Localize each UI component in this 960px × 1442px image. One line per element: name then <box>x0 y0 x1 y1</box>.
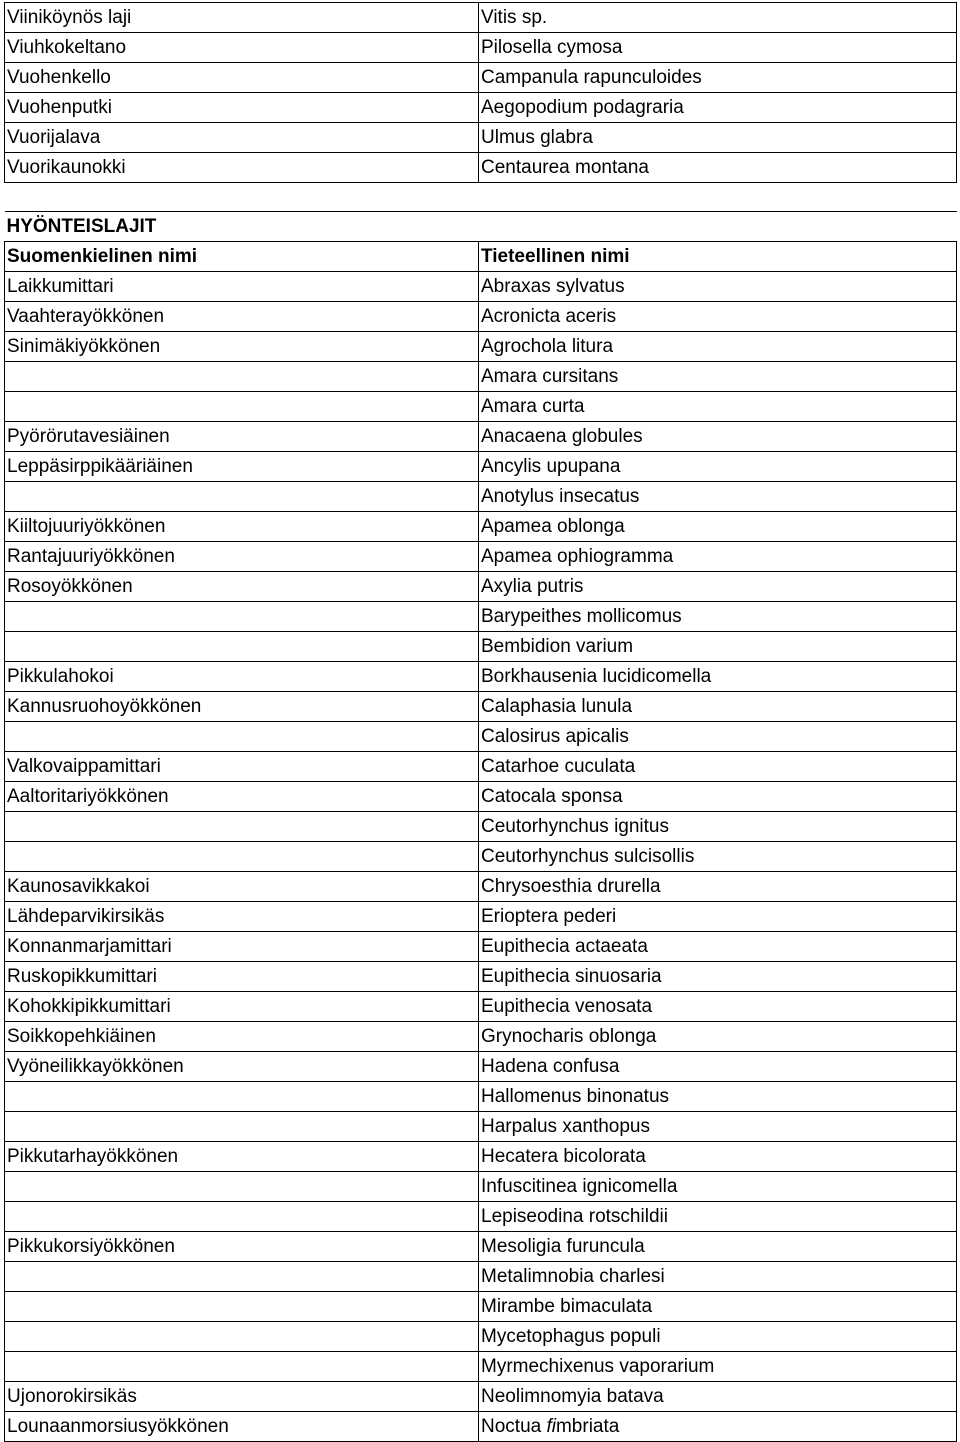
scientific-name-cell: Mesoligia furuncula <box>479 1232 957 1262</box>
scientific-name-cell: Erioptera pederi <box>479 902 957 932</box>
scientific-name-cell: Ceutorhynchus sulcisollis <box>479 842 957 872</box>
insect-row <box>5 272 957 302</box>
finnish-name-cell <box>5 482 479 512</box>
insect-row <box>5 1112 957 1142</box>
finnish-name-cell: Vyöneilikkayökkönen <box>5 1052 479 1082</box>
finnish-name-cell: Viiniköynös laji <box>5 3 479 33</box>
insect-row <box>5 332 957 362</box>
scientific-name-cell: Mycetophagus populi <box>479 1322 957 1352</box>
scientific-name-cell: Pilosella cymosa <box>479 33 957 63</box>
scientific-name-cell: Infuscitinea ignicomella <box>479 1172 957 1202</box>
italic-fi: fi <box>546 1416 556 1438</box>
scientific-name-cell: Tieteellinen nimi <box>479 242 957 272</box>
insect-row <box>5 572 957 602</box>
insect-row <box>5 1382 957 1412</box>
finnish-name-cell: Aaltoritariyökkönen <box>5 782 479 812</box>
finnish-name-cell <box>5 842 479 872</box>
insect-row <box>5 872 957 902</box>
insect-row <box>5 992 957 1022</box>
plant-row <box>5 33 957 63</box>
finnish-name-cell: Soikkopehkiäinen <box>5 1022 479 1052</box>
insect-row <box>5 1142 957 1172</box>
insect-row <box>5 422 957 452</box>
scientific-name-cell: Mirambe bimaculata <box>479 1292 957 1322</box>
finnish-name-cell <box>5 1352 479 1382</box>
scientific-name-cell: Borkhausenia lucidicomella <box>479 662 957 692</box>
scientific-name-cell: Axylia putris <box>479 572 957 602</box>
plant-row <box>5 63 957 93</box>
scientific-name-cell <box>479 212 957 242</box>
insect-row <box>5 812 957 842</box>
plant-row <box>5 123 957 153</box>
finnish-name-cell: Kohokkipikkumittari <box>5 992 479 1022</box>
finnish-name-cell <box>5 362 479 392</box>
finnish-name-cell: Kannusruohoyökkönen <box>5 692 479 722</box>
scientific-name-cell: Myrmechixenus vaporarium <box>479 1352 957 1382</box>
insect-row <box>5 1052 957 1082</box>
insect-row <box>5 1082 957 1112</box>
scientific-name-cell: Agrochola litura <box>479 332 957 362</box>
scientific-name-cell: Neolimnomyia batava <box>479 1382 957 1412</box>
section-title-row <box>5 212 957 242</box>
section-title: HYÖNTEISLAJIT <box>5 212 479 242</box>
insect-row <box>5 1322 957 1352</box>
finnish-name-cell: Vuorijalava <box>5 123 479 153</box>
scientific-name-cell: Metalimnobia charlesi <box>479 1262 957 1292</box>
finnish-name-cell: Laikkumittari <box>5 272 479 302</box>
finnish-name-cell <box>5 1082 479 1112</box>
finnish-name-cell: Rantajuuriyökkönen <box>5 542 479 572</box>
insect-row <box>5 542 957 572</box>
finnish-name-cell: Kaunosavikkakoi <box>5 872 479 902</box>
finnish-name-cell: Vuorikaunokki <box>5 153 479 183</box>
finnish-name-cell: Pyörörutavesiäinen <box>5 422 479 452</box>
insect-row <box>5 302 957 332</box>
finnish-name-cell <box>5 392 479 422</box>
insect-row <box>5 752 957 782</box>
insect-row <box>5 602 957 632</box>
finnish-name-cell: Vaahterayökkönen <box>5 302 479 332</box>
scientific-name-cell: Campanula rapunculoides <box>479 63 957 93</box>
insect-row <box>5 962 957 992</box>
finnish-name-cell <box>5 602 479 632</box>
insect-row <box>5 1172 957 1202</box>
scientific-name-cell: Chrysoesthia drurella <box>479 872 957 902</box>
scientific-name-cell: Bembidion varium <box>479 632 957 662</box>
finnish-name-cell: Viuhkokeltano <box>5 33 479 63</box>
spacer-row <box>5 183 957 212</box>
insect-row <box>5 722 957 752</box>
finnish-name-cell <box>5 812 479 842</box>
finnish-name-cell: Pikkulahokoi <box>5 662 479 692</box>
scientific-name-cell: Anotylus insecatus <box>479 482 957 512</box>
finnish-name-cell: Lounaanmorsiusyökkönen <box>5 1412 479 1442</box>
finnish-name-cell: Kiiltojuuriyökkönen <box>5 512 479 542</box>
scientific-name-cell: Hecatera bicolorata <box>479 1142 957 1172</box>
finnish-name-cell: Lähdeparvikirsikäs <box>5 902 479 932</box>
plant-row <box>5 3 957 33</box>
scientific-name-cell: Abraxas sylvatus <box>479 272 957 302</box>
scientific-name-cell: Calosirus apicalis <box>479 722 957 752</box>
finnish-name-cell: Vuohenkello <box>5 63 479 93</box>
finnish-name-cell <box>5 183 479 212</box>
scientific-name-cell: Acronicta aceris <box>479 302 957 332</box>
finnish-name-cell: Leppäsirppikääriäinen <box>5 452 479 482</box>
insect-row <box>5 782 957 812</box>
scientific-name-cell: Aegopodium podagraria <box>479 93 957 123</box>
finnish-name-cell: Vuohenputki <box>5 93 479 123</box>
scientific-name-cell: Lepiseodina rotschildii <box>479 1202 957 1232</box>
finnish-name-cell <box>5 1322 479 1352</box>
insect-row <box>5 392 957 422</box>
insect-row <box>5 1292 957 1322</box>
scientific-name-cell <box>479 183 957 212</box>
scientific-name-cell: Barypeithes mollicomus <box>479 602 957 632</box>
insect-row <box>5 1412 957 1442</box>
scientific-name-cell: Eupithecia sinuosaria <box>479 962 957 992</box>
insect-row <box>5 1232 957 1262</box>
insect-row <box>5 692 957 722</box>
insect-row <box>5 482 957 512</box>
species-table <box>4 2 957 1442</box>
finnish-name-cell <box>5 1112 479 1142</box>
scientific-name-cell: Ancylis upupana <box>479 452 957 482</box>
scientific-name-cell: Hallomenus binonatus <box>479 1082 957 1112</box>
finnish-name-cell <box>5 722 479 752</box>
scientific-name-cell: Ceutorhynchus ignitus <box>479 812 957 842</box>
scientific-name-cell: Vitis sp. <box>479 3 957 33</box>
scientific-name-cell: Ulmus glabra <box>479 123 957 153</box>
finnish-name-cell: Ujonorokirsikäs <box>5 1382 479 1412</box>
finnish-name-cell <box>5 632 479 662</box>
insect-row <box>5 1262 957 1292</box>
finnish-name-cell: Valkovaippamittari <box>5 752 479 782</box>
insect-row <box>5 452 957 482</box>
finnish-name-cell: Konnanmarjamittari <box>5 932 479 962</box>
scientific-name-cell: Apamea oblonga <box>479 512 957 542</box>
scientific-name-cell: Catocala sponsa <box>479 782 957 812</box>
scientific-name-cell: Harpalus xanthopus <box>479 1112 957 1142</box>
scientific-name-cell: Noctua fimbriata <box>479 1412 957 1442</box>
scientific-name-cell: Eupithecia venosata <box>479 992 957 1022</box>
finnish-name-cell <box>5 1292 479 1322</box>
insect-row <box>5 842 957 872</box>
finnish-name-cell <box>5 1262 479 1292</box>
insect-row <box>5 932 957 962</box>
scientific-name-cell: Anacaena globules <box>479 422 957 452</box>
finnish-name-cell: Rosoyökkönen <box>5 572 479 602</box>
scientific-name-cell: Eupithecia actaeata <box>479 932 957 962</box>
header-row <box>5 242 957 272</box>
finnish-name-cell: Pikkutarhayökkönen <box>5 1142 479 1172</box>
finnish-name-cell: Suomenkielinen nimi <box>5 242 479 272</box>
scientific-name-cell: Centaurea montana <box>479 153 957 183</box>
plant-row <box>5 153 957 183</box>
scientific-name-cell: Amara curta <box>479 392 957 422</box>
insect-row <box>5 902 957 932</box>
scientific-name-cell: Catarhoe cuculata <box>479 752 957 782</box>
insect-row <box>5 362 957 392</box>
finnish-name-cell: Ruskopikkumittari <box>5 962 479 992</box>
scientific-name-cell: Calaphasia lunula <box>479 692 957 722</box>
finnish-name-cell <box>5 1172 479 1202</box>
insect-row <box>5 1352 957 1382</box>
insect-row <box>5 662 957 692</box>
insect-row <box>5 1022 957 1052</box>
plant-row <box>5 93 957 123</box>
scientific-name-cell: Apamea ophiogramma <box>479 542 957 572</box>
insect-row <box>5 512 957 542</box>
insect-row <box>5 1202 957 1232</box>
scientific-name-cell: Amara cursitans <box>479 362 957 392</box>
finnish-name-cell: Pikkukorsiyökkönen <box>5 1232 479 1262</box>
finnish-name-cell <box>5 1202 479 1232</box>
finnish-name-cell: Sinimäkiyökkönen <box>5 332 479 362</box>
scientific-name-cell: Grynocharis oblonga <box>479 1022 957 1052</box>
species-table-body <box>5 3 957 1442</box>
insect-row <box>5 632 957 662</box>
scientific-name-cell: Hadena confusa <box>479 1052 957 1082</box>
